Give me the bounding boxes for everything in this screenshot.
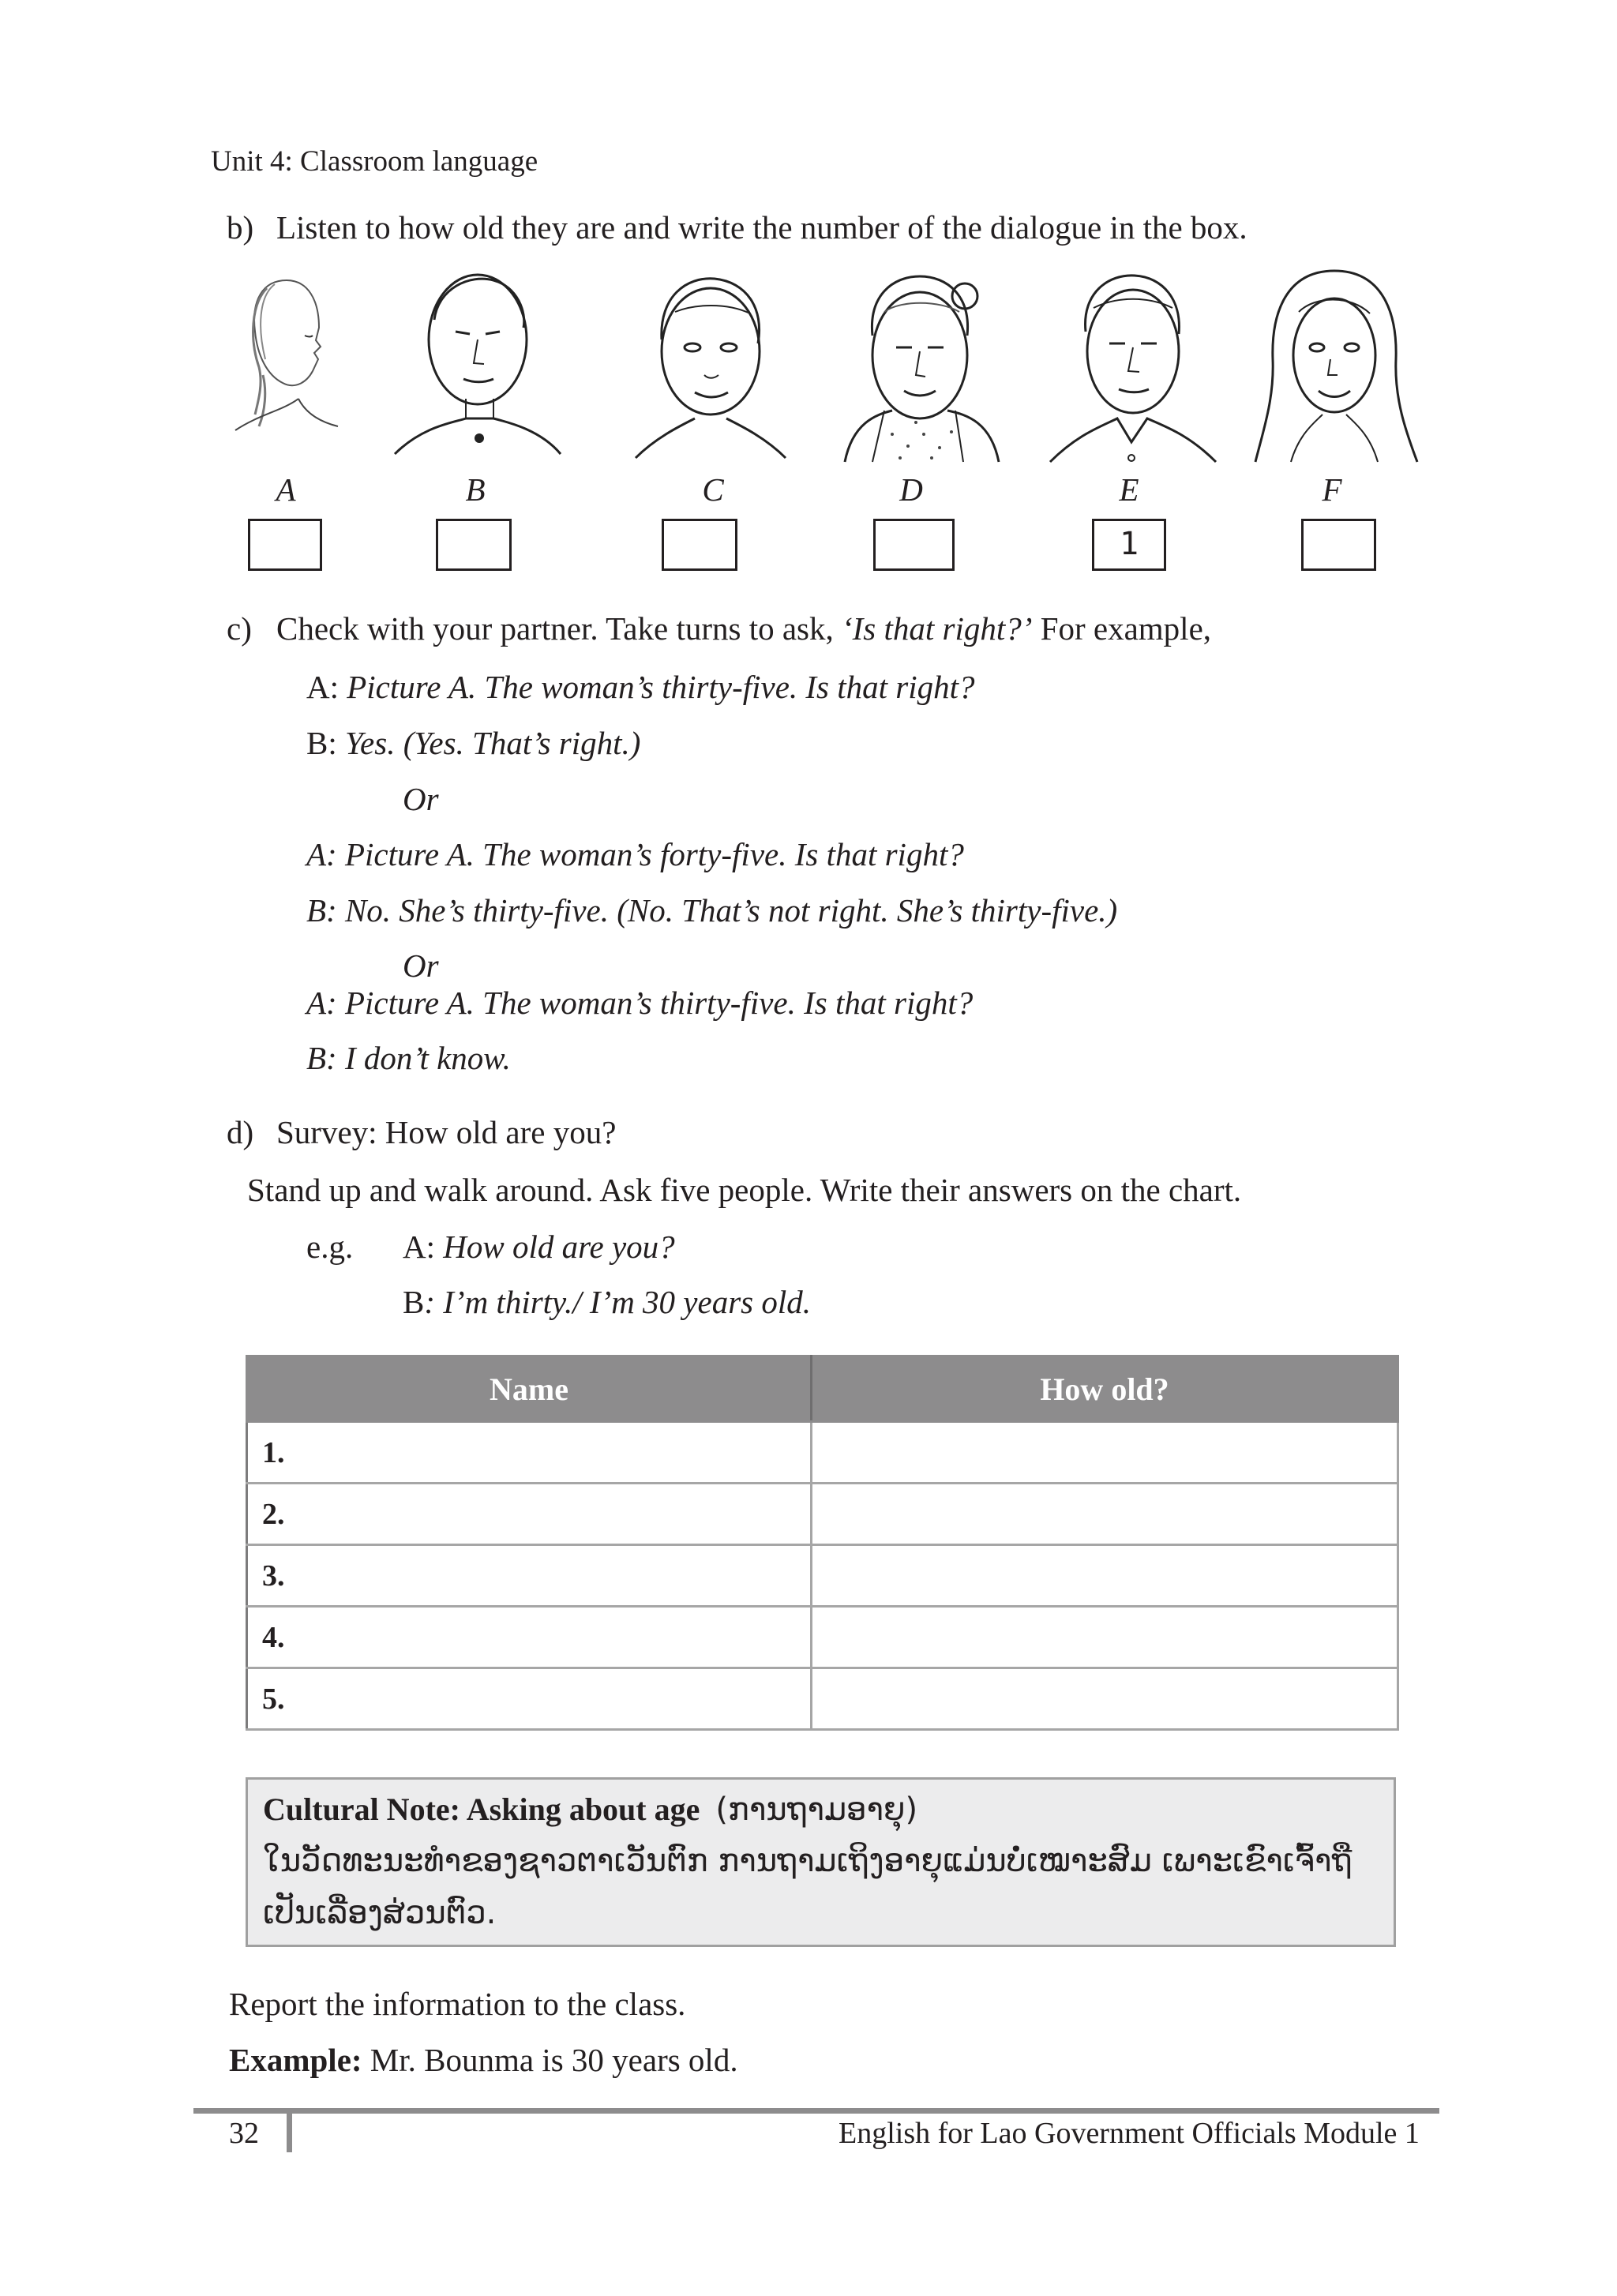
unit-header: Unit 4: Classroom language	[211, 145, 538, 178]
face-f-illustration	[1240, 264, 1429, 470]
section-c-label: c)	[227, 610, 252, 647]
face-e-illustration	[1046, 264, 1220, 470]
age-cell[interactable]	[812, 1545, 1398, 1607]
cultural-note-box	[246, 1777, 1396, 1947]
answer-box-b[interactable]	[436, 519, 512, 571]
section-b-label: b)	[227, 209, 254, 246]
dialogue-line-3: A: Picture A. The woman’s forty-five. Is that right?	[306, 836, 964, 872]
face-b-illustration	[391, 264, 565, 470]
age-cell[interactable]	[812, 1422, 1398, 1484]
survey-example-a: A: How old are you?	[403, 1229, 675, 1265]
section-d-label: d)	[227, 1114, 254, 1150]
table-row	[247, 1422, 1398, 1484]
dialogue-or-1: Or	[403, 781, 439, 817]
survey-example-b: B: I’m thirty./ I’m 30 years old.	[403, 1284, 811, 1320]
table-row	[247, 1607, 1398, 1668]
age-cell[interactable]	[812, 1668, 1398, 1730]
picture-letter-d: D	[899, 471, 923, 508]
face-a-illustration	[219, 264, 354, 446]
table-row	[247, 1545, 1398, 1607]
row-number[interactable]: 3.	[247, 1545, 812, 1607]
section-d-instruction: Stand up and walk around. Ask five people. Write their answers on the chart.	[247, 1172, 1242, 1208]
cultural-note-title: Cultural Note: Asking about age (ການຖາມອາຍຸ)	[263, 1791, 918, 1828]
book-title: English for Lao Government Officials Module 1	[839, 2117, 1420, 2150]
footer-rule	[193, 2108, 1439, 2114]
age-cell[interactable]	[812, 1484, 1398, 1545]
table-row	[247, 1484, 1398, 1545]
dialogue-line-2: B: Yes. (Yes. That’s right.)	[306, 725, 641, 761]
row-number[interactable]: 5.	[247, 1668, 812, 1730]
row-number[interactable]: 4.	[247, 1607, 812, 1668]
page-number: 32	[229, 2117, 259, 2150]
answer-box-a[interactable]	[248, 519, 322, 571]
section-d-title: Survey: How old are you?	[276, 1114, 617, 1150]
picture-letter-e: E	[1119, 471, 1139, 508]
answer-box-c[interactable]	[662, 519, 737, 571]
dialogue-or-2: Or	[403, 947, 439, 984]
picture-letter-a: A	[276, 471, 296, 508]
answer-box-d[interactable]	[873, 519, 955, 571]
dialogue-line-4: B: No. She’s thirty-five. (No. That’s not right. She’s thirty-five.)	[306, 892, 1118, 929]
report-instruction: Report the information to the class.	[229, 1986, 686, 2022]
cultural-note-line-1: ໃນວັດທະນະທໍາຂອງຊາວຕາເວັນຕົກ ການຖາມເຖິງອາຍຸແມ່ນບໍ່ເໝາະສົມ ເພາະເຂົາເຈົ້າຖື	[263, 1843, 1353, 1879]
dialogue-line-6: B: I don’t know.	[306, 1040, 511, 1076]
face-d-illustration	[837, 264, 1011, 470]
row-number[interactable]: 2.	[247, 1484, 812, 1545]
row-number[interactable]: 1.	[247, 1422, 812, 1484]
eg-label: e.g.	[306, 1229, 354, 1265]
section-c-quote: ‘Is that right?’	[842, 610, 1033, 647]
dialogue-line-1: A: Picture A. The woman’s thirty-five. Is that right?	[306, 669, 975, 705]
table-row	[247, 1668, 1398, 1730]
survey-table-header	[247, 1356, 1398, 1422]
answer-box-f[interactable]	[1301, 519, 1376, 571]
picture-letter-c: C	[702, 471, 724, 508]
header-how-old: How old?	[812, 1356, 1398, 1422]
answer-box-e[interactable]	[1092, 519, 1166, 571]
answer-box-e-value: 1	[1119, 526, 1139, 562]
faces-illustration	[213, 264, 1445, 470]
picture-letter-b: B	[465, 471, 486, 508]
section-b-instruction: Listen to how old they are and write the number of the dialogue in the box.	[276, 209, 1247, 246]
picture-letter-f: F	[1322, 471, 1342, 508]
survey-table	[246, 1355, 1399, 1731]
age-cell[interactable]	[812, 1607, 1398, 1668]
face-c-illustration	[632, 264, 790, 462]
footer-tick	[287, 2113, 292, 2152]
report-example: Example: Mr. Bounma is 30 years old.	[229, 2042, 738, 2078]
header-name: Name	[247, 1356, 812, 1422]
section-c-instruction: Check with your partner. Take turns to ask, ‘Is that right?’ For example,	[276, 610, 1212, 647]
cultural-note-line-2: ເປັນເລື່ອງສ່ວນຕົວ.	[263, 1895, 497, 1931]
dialogue-line-5: A: Picture A. The woman’s thirty-five. Is that right?	[306, 985, 974, 1021]
